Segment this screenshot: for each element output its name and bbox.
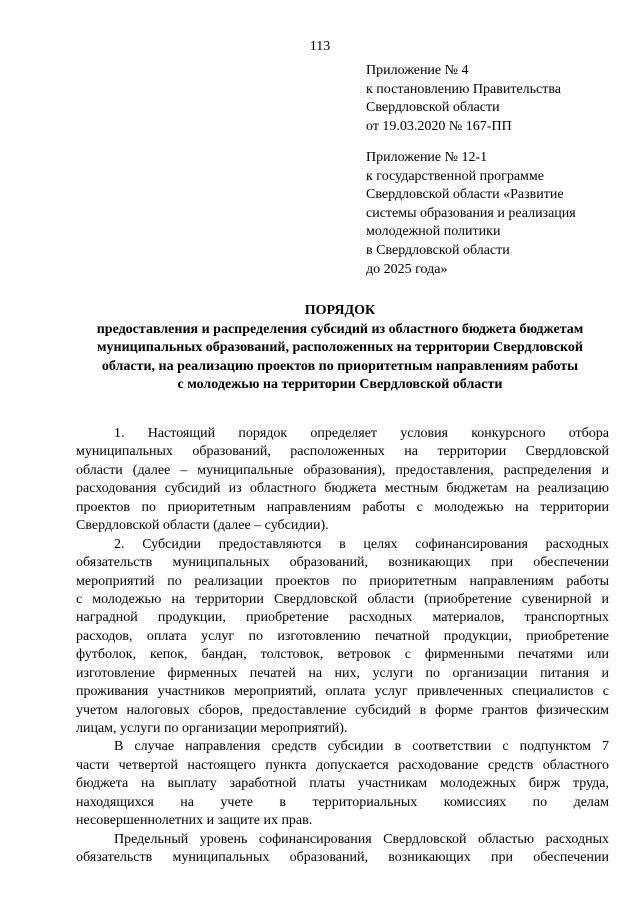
body-line: наградной продукции, приобретение расходных материалов, транспортных (76, 610, 609, 626)
body-line: Предельный уровень софинансирования Свердловской областью расходных (114, 831, 609, 847)
title-line: с молодежью на территории Свердловской области (177, 377, 503, 393)
appendix-line: в Свердловской области (366, 242, 510, 258)
body-line: 2. Субсидии предоставляются в целях софинансирования расходных (114, 536, 609, 552)
body-line: обязательств муниципальных образований, возникающих при обеспечении (76, 555, 609, 571)
body-line: обязательств муниципальных образований, возникающих при обеспечении (76, 850, 609, 866)
body-line: находящихся на учете в территориальных комиссиях по делам (76, 794, 609, 810)
appendix-line: к постановлению Правительства (366, 81, 562, 97)
appendix-line: к государственной программе (366, 168, 544, 184)
body-line: мероприятий по реализации проектов по приоритетным направлениям работы (76, 573, 609, 589)
appendix-line: системы образования и реализация (366, 205, 576, 221)
body-line: изготовление фирменных печатей на них, услуги по организации питания и (76, 665, 609, 681)
page-number: 113 (309, 39, 331, 54)
title-line: муниципальных образований, расположенных на территории Свердловской (97, 340, 583, 356)
body-line: расходов, оплата услуг по изготовлению печатной продукции, приобретение (76, 628, 609, 644)
appendix-line: до 2025 года» (366, 261, 448, 277)
body-line: несовершеннолетних и защите их прав. (76, 813, 313, 829)
body-line: проектов по приоритетным направлениям работы с молодежью на территории (76, 499, 609, 515)
body-line: Свердловской области (далее – субсидии). (76, 518, 329, 534)
appendix-reference-program (366, 149, 628, 279)
body-line: бюджета на выплату заработной платы участникам молодежных бирж труда, (76, 776, 609, 792)
document-title (60, 302, 620, 395)
document-body (76, 425, 609, 868)
title-line: области, на реализацию проектов по приоритетным направлениям работы (101, 358, 579, 374)
body-line: учетом налоговых сборов, предоставление субсидий в форме грантов физическим (76, 702, 609, 718)
title-line: предоставления и распределения субсидий из областного бюджета бюджетам (96, 321, 584, 337)
body-line: В случае направления средств субсидии в соответствии с подпунктом 7 (114, 739, 609, 755)
body-line: проживания участников мероприятий, оплата услуг привлеченных специалистов с (76, 684, 609, 700)
appendix-line: молодежной политики (366, 224, 501, 240)
body-line: лицам, услуги по организации мероприятий). (76, 721, 348, 736)
appendix-reference-resolution (366, 62, 628, 136)
title-heading: ПОРЯДОК (304, 303, 376, 318)
body-line: части четвертой настоящего пункта допускается расходование средств областного (76, 757, 609, 773)
body-line: муниципальных образований, расположенных на территории Свердловской (76, 444, 609, 460)
body-line: расходования субсидий из областного бюджета местным бюджетам на реализацию (76, 481, 609, 497)
body-line: области (далее – муниципальные образования), предоставления, распределения и (76, 462, 609, 478)
appendix-line: от 19.03.2020 № 167-ПП (366, 118, 512, 134)
body-line: 1. Настоящий порядок определяет условия конкурсного отбора (114, 426, 609, 441)
appendix-line: Приложение № 4 (366, 63, 469, 78)
appendix-line: Свердловской области (366, 100, 500, 116)
body-line: футболок, кепок, бандан, толстовок, ветровок с фирменными печатями или (76, 647, 609, 663)
appendix-line: Приложение № 12-1 (366, 150, 488, 165)
appendix-line: Свердловской области «Развитие (366, 187, 564, 203)
body-line: с молодежью на территории Свердловской области (приобретение сувенирной и (76, 591, 609, 607)
